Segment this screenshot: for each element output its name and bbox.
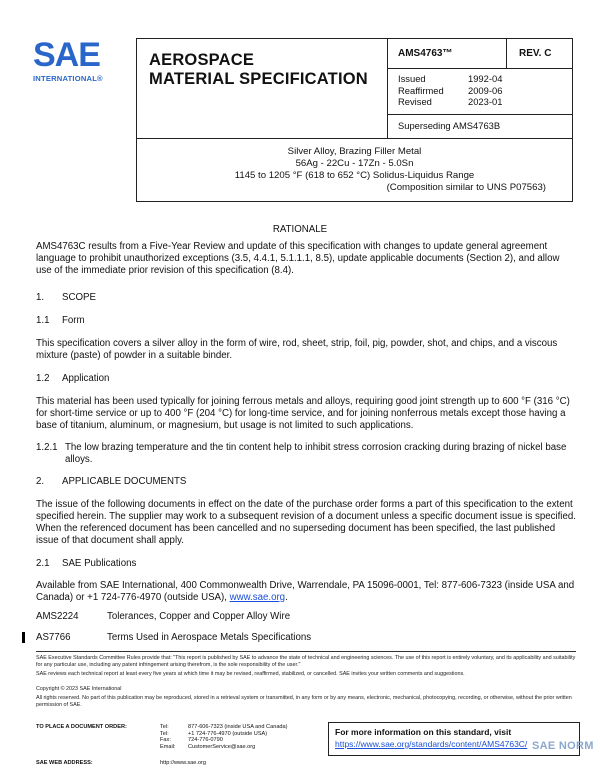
section-1-2-heading: 1.2 Application <box>36 373 110 384</box>
more-info-heading: For more information on this standard, visit <box>335 727 512 737</box>
reference-row: AS7766 Terms Used in Aerospace Metals Specifications <box>36 632 312 643</box>
footer-rule <box>36 651 576 652</box>
contact-row: Tel: +1 724-776-4970 (outside USA) <box>160 730 268 737</box>
section-2-text: The issue of the following documents in effect on the date of the purchase order forms a part of this specification to the extent specified herein. The supplier may work to a subsequent revision of a document unless a specific document issue is specified. When the referenced document has been cancelled and no superseding document has been specified, the last published issue of that document shall apply. <box>36 499 576 546</box>
superseding-note: Superseding AMS4763B <box>398 120 501 131</box>
document-type-title: AEROSPACE MATERIAL SPECIFICATION <box>137 39 388 138</box>
contact-row: Fax: 724-776-0790 <box>160 737 223 744</box>
header-box <box>136 38 573 139</box>
web-address-label: SAE WEB ADDRESS: <box>36 760 93 766</box>
section-1-1-text: This specification covers a silver alloy in the form of wire, rod, sheet, strip, foil, pig, powder, shot, and chips, and a viscous mixture (paste) of powder in a suitable binder. <box>36 338 558 361</box>
logo-word: SAE <box>33 36 100 74</box>
watermark: SAE NORM <box>532 740 594 752</box>
subject-line-3: 1145 to 1205 °F (618 to 652 °C) Solidus-Liquidus Range <box>234 170 475 181</box>
contact-row: Email: CustomerService@sae.org <box>160 743 256 750</box>
section-2-1-text: Available from SAE International, 400 Commonwealth Drive, Warrendale, PA 15096-0001, Tel: 877-606-7323 (inside USA and Canada) or +1 724-776-4970 (outside USA), www.sae.org. <box>36 580 575 603</box>
footer-review-note: SAE reviews each technical report at least every five years at which time it may be revised, reaffirmed, stabilized, or cancelled. SAE invites your written comments and suggestions. <box>36 671 465 677</box>
footer-rights: All rights reserved. No part of this publication may be reproduced, stored in a retrieval system or transmitted, in any form or by any means, electronic, mechanical, photocopying, recording, or otherwise, without the prior written permission of SAE. <box>36 695 572 708</box>
section-2-1-heading: 2.1 SAE Publications <box>36 558 137 569</box>
section-1-1-heading: 1.1 Form <box>36 315 85 326</box>
footer-copyright: Copyright © 2023 SAE International <box>36 686 122 692</box>
subject-line-4: (Composition similar to UNS P07563) <box>386 182 546 193</box>
subject-line-1: Silver Alloy, Brazing Filler Metal <box>287 146 422 157</box>
contact-row: Tel: 877-606-7323 (inside USA and Canada) <box>160 724 288 730</box>
subject-box <box>136 139 573 202</box>
section-1-heading: 1. SCOPE <box>36 292 96 303</box>
date-list <box>388 69 573 115</box>
spec-number: AMS4763™ <box>388 39 507 68</box>
header-meta <box>388 39 573 138</box>
order-contacts <box>160 724 288 750</box>
rationale-heading: RATIONALE <box>272 224 328 235</box>
date-row-issued: Issued 1992-04 <box>398 73 503 84</box>
change-bar <box>22 632 25 643</box>
subject-line-2: 56Ag - 22Cu - 17Zn - 5.0Sn <box>295 158 414 169</box>
web-address-value[interactable]: http://www.sae.org <box>160 760 207 766</box>
logo-subtitle: INTERNATIONAL® <box>33 74 103 83</box>
section-2-heading: 2. APPLICABLE DOCUMENTS <box>36 476 187 487</box>
sae-logo <box>33 38 121 83</box>
more-info-link[interactable]: https://www.sae.org/standards/content/AMS4763C/ <box>335 739 528 749</box>
revision-label: REV. C <box>519 48 552 59</box>
date-row-revised: Revised 2023-01 <box>398 96 503 108</box>
section-1-2-1: 1.2.1 The low brazing temperature and the tin content help to inhibit stress corrosion cracking during brazing of nickel base alloys. <box>36 442 567 465</box>
footer-disclaimer: SAE Executive Standards Committee Rules provide that: "This report is published by SAE to advance the state of technical and engineering sciences. The use of this report is entirely voluntary, and its applicability and suitability for any particular use, including any patent infringement arising therefrom, is the sole responsibility of the user." <box>36 655 576 668</box>
date-row-reaffirmed: Reaffirmed 2009-06 <box>398 84 503 96</box>
order-label: TO PLACE A DOCUMENT ORDER: <box>36 724 127 730</box>
rationale-text: AMS4763C results from a Five-Year Review and update of this specification with changes to update general agreement language to prohibit unauthorized exceptions (3.5, 4.4.1, 5.1.1.1, 8.5), update applicable documents (Section 2), and allow use of the immediate prior revision of this specification (8.4). <box>36 241 560 276</box>
section-1-2-text: This material has been used typically for joining ferrous metals and alloys, requiring good joint strength up to 600 °F (316 °C) for short-time service or up to 400 °F (204 °C) for long-time service, and for joining nonferrous metals except those having a base of titanium, aluminum, or magnesium, but usage is not limited to such applications. <box>36 396 570 431</box>
reference-row: AMS2224 Tolerances, Copper and Copper Alloy Wire <box>36 611 291 622</box>
sae-website-link[interactable]: www.sae.org <box>229 592 286 603</box>
